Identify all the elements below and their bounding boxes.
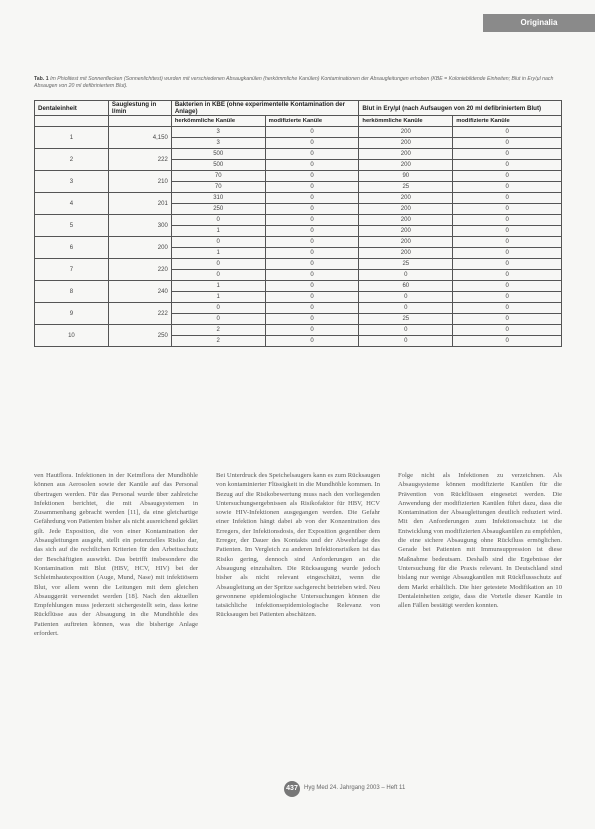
cell-bacteria-modified: 0 — [265, 138, 359, 149]
cell-bacteria-modified: 0 — [265, 160, 359, 171]
table-caption — [34, 76, 559, 90]
cell-bacteria-conventional: 1 — [171, 248, 265, 259]
cell-bacteria-conventional: 0 — [171, 237, 265, 248]
subheader-empty — [108, 116, 171, 127]
cell-suction: 250 — [108, 325, 171, 347]
cell-bacteria-modified: 0 — [265, 325, 359, 336]
cell-blood-modified: 0 — [453, 160, 562, 171]
results-table — [34, 100, 562, 347]
table-row — [35, 281, 562, 292]
text-column-3 — [398, 471, 562, 610]
cell-unit: 6 — [35, 237, 109, 259]
cell-blood-conventional: 200 — [359, 204, 453, 215]
cell-bacteria-conventional: 500 — [171, 160, 265, 171]
cell-unit: 3 — [35, 171, 109, 193]
cell-bacteria-conventional: 3 — [171, 127, 265, 138]
cell-blood-modified: 0 — [453, 281, 562, 292]
cell-blood-conventional: 25 — [359, 314, 453, 325]
subheader-conventional-bacteria: herkömmliche Kanüle — [171, 116, 265, 127]
cell-suction: 222 — [108, 303, 171, 325]
cell-suction: 210 — [108, 171, 171, 193]
cell-bacteria-modified: 0 — [265, 237, 359, 248]
caption-label: Tab. 1 — [34, 76, 49, 82]
cell-blood-conventional: 0 — [359, 270, 453, 281]
cell-blood-conventional: 200 — [359, 127, 453, 138]
cell-bacteria-modified: 0 — [265, 149, 359, 160]
cell-blood-conventional: 200 — [359, 149, 453, 160]
caption-text: Im Phiolitest mit Sonnenflecken (Sonnenlichttest) wurden mit verschiedenen Absaugkanülen (herkömmliche Kanülen) Kontaminationen der Absaugleitungen erhoben (KBE = Koloniebildende Einheiten; Blut in Ery/µl nach Absaugen von 20 ml defibriniertem Blut). — [34, 76, 554, 89]
cell-bacteria-modified: 0 — [265, 259, 359, 270]
table-body — [35, 127, 562, 347]
cell-blood-conventional: 25 — [359, 259, 453, 270]
cell-blood-modified: 0 — [453, 215, 562, 226]
journal-reference: Hyg Med 24. Jahrgang 2003 – Heft 11 — [304, 785, 406, 791]
cell-bacteria-modified: 0 — [265, 127, 359, 138]
cell-bacteria-conventional: 250 — [171, 204, 265, 215]
cell-bacteria-modified: 0 — [265, 182, 359, 193]
cell-blood-modified: 0 — [453, 259, 562, 270]
cell-unit: 8 — [35, 281, 109, 303]
cell-bacteria-modified: 0 — [265, 215, 359, 226]
cell-bacteria-conventional: 0 — [171, 259, 265, 270]
cell-blood-modified: 0 — [453, 270, 562, 281]
subheader-modified-blood: modifizierte Kanüle — [453, 116, 562, 127]
cell-bacteria-modified: 0 — [265, 314, 359, 325]
cell-suction: 201 — [108, 193, 171, 215]
paragraph: Folge nicht als Infektionen zu verzeichnen. Als Absaugsysteme können modifizierte Kanülen für die Prävention von Rückflüssen eingesetzt werden. Die Anwendung der modifizierten Kanülen führt dazu, dass die Kontamination der Absaugleitungen deutlich reduziert wird. Mit den Anforderungen zum Infektionsschutz ist die Entwicklung von modifizierten Absaugkanülen zu empfehlen, die eine sichere Absaugung ohne Rückfluss ermöglichen. Gerade bei Patienten mit Immunsuppression ist diese Maßnahme bedeutsam. Deshalb sind die Ergebnisse der Untersuchung für die Praxis relevant. In Deutschland sind bislang nur wenige Absaugkanülen mit Rückflussschutz auf dem Markt erhältlich. Die hier getestete Modifikation an 10 Dentaleinheiten zeigte, dass die Vorteile dieser Kanüle in allen Fällen bestätigt werden konnten. — [398, 472, 562, 610]
table-row — [35, 193, 562, 204]
text-column-1 — [34, 471, 198, 638]
paragraph: Bei Unterdruck des Speichelsaugers kann es zum Rücksaugen von kontaminierter Flüssigkeit in die Mundhöhle kommen. In Bezug auf die Risikobewertung muss nach den vorliegenden Untersuchungsergebnissen als Risikofaktor für HBV, HCV sowie HIV-Infektionen ausgegangen werden. Die Gefahr einer Infektion hängt dabei ab von der Konzentration des Erregers, der Infektionsdosis, der Exposition gegenüber dem Erreger, der Dauer des Kontakts und der Abwehrlage des Patienten. Im Vergleich zu anderen Infektionsrisiken ist das Risiko gering, dennoch sind Anforderungen an die Absaugung einzuhalten. Die Rücksaugung wurde jedoch bisher als nicht relevant eingeschätzt, wenn die Absaugleitung an der Spritze sachgerecht betrieben wird. Neu gewonnene epidemiologische Untersuchungen können die tatsächliche infektionsepidemiologische Relevanz von Rücksaugen bei Patienten abschätzen. — [216, 472, 380, 619]
cell-blood-conventional: 60 — [359, 281, 453, 292]
cell-blood-conventional: 25 — [359, 182, 453, 193]
subheader-modified-bacteria: modifizierte Kanüle — [265, 116, 359, 127]
table-row — [35, 237, 562, 248]
cell-blood-conventional: 0 — [359, 336, 453, 347]
cell-bacteria-conventional: 500 — [171, 149, 265, 160]
cell-unit: 1 — [35, 127, 109, 149]
cell-blood-conventional: 90 — [359, 171, 453, 182]
cell-blood-modified: 0 — [453, 138, 562, 149]
table-row — [35, 215, 562, 226]
cell-bacteria-conventional: 70 — [171, 171, 265, 182]
subheader-conventional-blood: herkömmliche Kanüle — [359, 116, 453, 127]
cell-bacteria-modified: 0 — [265, 281, 359, 292]
cell-blood-modified: 0 — [453, 325, 562, 336]
page-number: 437 — [284, 781, 300, 797]
cell-blood-modified: 0 — [453, 149, 562, 160]
header-bacteria: Bakterien in KBE (ohne experimentelle Kontamination der Anlage) — [171, 101, 359, 116]
cell-blood-conventional: 200 — [359, 248, 453, 259]
header-suction: Sauglestung in l/min — [108, 101, 171, 116]
cell-blood-modified: 0 — [453, 193, 562, 204]
cell-bacteria-conventional: 3 — [171, 138, 265, 149]
cell-bacteria-conventional: 0 — [171, 314, 265, 325]
table-row — [35, 149, 562, 160]
cell-suction: 200 — [108, 237, 171, 259]
cell-blood-conventional: 200 — [359, 160, 453, 171]
cell-blood-modified: 0 — [453, 292, 562, 303]
cell-bacteria-modified: 0 — [265, 270, 359, 281]
cell-blood-modified: 0 — [453, 204, 562, 215]
cell-bacteria-modified: 0 — [265, 248, 359, 259]
cell-bacteria-modified: 0 — [265, 204, 359, 215]
header-blood: Blut in Ery/µl (nach Aufsaugen von 20 ml defibriniertem Blut) — [359, 101, 562, 116]
cell-bacteria-conventional: 0 — [171, 303, 265, 314]
cell-blood-conventional: 200 — [359, 237, 453, 248]
cell-bacteria-conventional: 1 — [171, 281, 265, 292]
cell-blood-conventional: 0 — [359, 325, 453, 336]
cell-blood-modified: 0 — [453, 182, 562, 193]
text-column-2 — [216, 471, 380, 620]
cell-bacteria-modified: 0 — [265, 226, 359, 237]
subheader-empty — [35, 116, 109, 127]
cell-unit: 5 — [35, 215, 109, 237]
section-label: Originalia — [483, 14, 595, 32]
table-row — [35, 171, 562, 182]
cell-blood-conventional: 0 — [359, 292, 453, 303]
table-row — [35, 127, 562, 138]
cell-bacteria-conventional: 2 — [171, 325, 265, 336]
cell-blood-conventional: 200 — [359, 226, 453, 237]
cell-unit: 2 — [35, 149, 109, 171]
cell-blood-conventional: 200 — [359, 215, 453, 226]
cell-bacteria-conventional: 2 — [171, 336, 265, 347]
cell-blood-modified: 0 — [453, 226, 562, 237]
cell-bacteria-conventional: 1 — [171, 292, 265, 303]
cell-unit: 4 — [35, 193, 109, 215]
cell-blood-modified: 0 — [453, 237, 562, 248]
cell-bacteria-modified: 0 — [265, 303, 359, 314]
cell-blood-conventional: 200 — [359, 193, 453, 204]
paragraph: ven Hautflora. Infektionen in der Keimflora der Mundhöhle können aus Aerosolen sowie der Kanüle auf das Personal übertragen werden. Für das Personal wurde über zahlreiche Infektionen berichtet, die mit Absaugsystemen in Zusammenhang gebracht werden [11], da eine gleichartige Gefährdung von Patienten bisher als nicht ausreichend geklärt gilt. Jede Exposition, die von einer Kontamination der Absaugleitungen ausgeht, stellt ein potenzielles Risiko dar, das sich auf die rechtlichen Kriterien für den Arbeitsschutz der Beschäftigten auswirkt. Das betrifft insbesondere die Kontamination mit Blut (HBV, HCV, HIV) bei der Schleimhautexposition (Auge, Mund, Nase) mit infektiösem Blut, vor allem wenn die Leitungen mit dem gleichen Absauggerät verwendet werden [18]. Nach den aktuellen Empfehlungen muss jederzeit sichergestellt sein, dass keine Rückflüsse aus der Absaugung in die Mundhöhle des Patienten auftreten können, was die bisherige Anlage erfordert. — [34, 472, 198, 638]
table-row — [35, 325, 562, 336]
cell-unit: 9 — [35, 303, 109, 325]
cell-blood-modified: 0 — [453, 248, 562, 259]
header-unit: Dentaleinheit — [35, 101, 109, 116]
cell-suction: 300 — [108, 215, 171, 237]
table-row — [35, 259, 562, 270]
cell-blood-modified: 0 — [453, 171, 562, 182]
cell-bacteria-modified: 0 — [265, 171, 359, 182]
table-row — [35, 303, 562, 314]
cell-blood-modified: 0 — [453, 336, 562, 347]
cell-suction: 4,150 — [108, 127, 171, 149]
cell-bacteria-conventional: 1 — [171, 226, 265, 237]
cell-bacteria-conventional: 0 — [171, 270, 265, 281]
cell-suction: 222 — [108, 149, 171, 171]
cell-bacteria-modified: 0 — [265, 292, 359, 303]
cell-unit: 7 — [35, 259, 109, 281]
cell-bacteria-modified: 0 — [265, 193, 359, 204]
cell-bacteria-conventional: 0 — [171, 215, 265, 226]
cell-bacteria-conventional: 310 — [171, 193, 265, 204]
cell-blood-modified: 0 — [453, 127, 562, 138]
cell-bacteria-conventional: 70 — [171, 182, 265, 193]
cell-blood-modified: 0 — [453, 303, 562, 314]
cell-blood-modified: 0 — [453, 314, 562, 325]
cell-blood-conventional: 200 — [359, 138, 453, 149]
cell-suction: 240 — [108, 281, 171, 303]
cell-bacteria-modified: 0 — [265, 336, 359, 347]
page-footer — [284, 781, 562, 797]
cell-unit: 10 — [35, 325, 109, 347]
cell-blood-conventional: 0 — [359, 303, 453, 314]
cell-suction: 220 — [108, 259, 171, 281]
